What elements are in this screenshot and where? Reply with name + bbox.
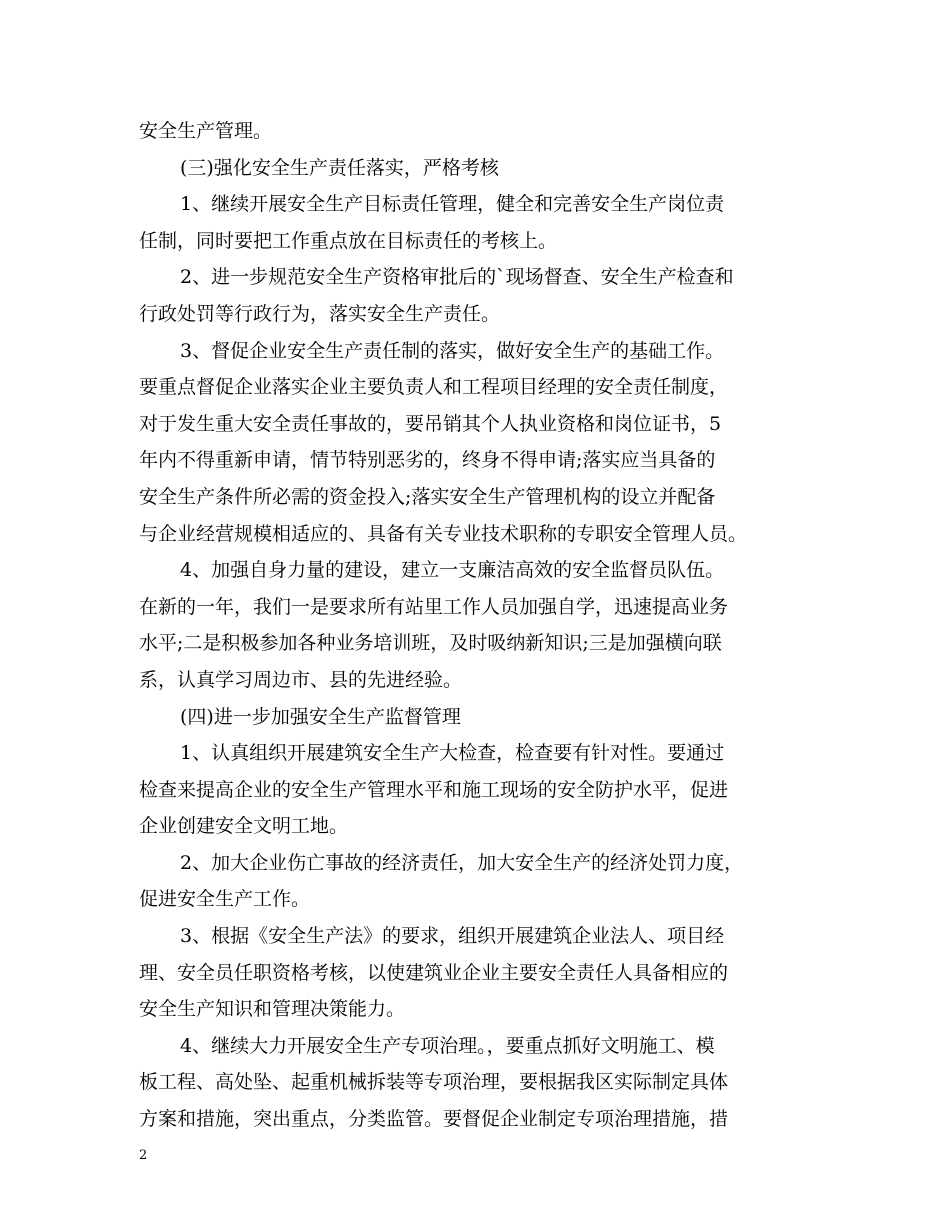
text-line: 行政处罚等行政行为，落实安全生产责任。 bbox=[139, 302, 501, 325]
text-line: 检查来提高企业的安全生产管理水平和施工现场的安全防护水平，促进 bbox=[139, 778, 729, 801]
text-line: 2、加大企业伤亡事故的经济责任，加大安全生产的经济处罚力度， bbox=[180, 851, 744, 874]
text-line: 1、继续开展安全生产目标责任管理，健全和完善安全生产岗位责 bbox=[180, 193, 725, 216]
text-line: 要重点督促企业落实企业主要负责人和工程项目经理的安全责任制度， bbox=[139, 376, 729, 399]
text-line: 水平;二是积极参加各种业务培训班，及时吸纳新知识;三是加强横向联 bbox=[139, 632, 722, 655]
text-line: 4、加强自身力量的建设，建立一支廉洁高效的安全监督员队伍。 bbox=[180, 559, 725, 582]
text-line: 理、安全员任职资格考核，以使建筑业企业主要安全责任人具备相应的 bbox=[139, 961, 729, 984]
text-line: 促进安全生产工作。 bbox=[139, 888, 311, 911]
text-line: 与企业经营规模相适应的、具备有关专业技术职称的专职安全管理人员。 bbox=[139, 522, 748, 545]
text-line: 板工程、高处坠、起重机械拆装等专项治理，要根据我区实际制定具体 bbox=[139, 1071, 729, 1094]
text-line: 系，认真学习周边市、县的先进经验。 bbox=[139, 668, 463, 691]
text-line: (四)进一步加强安全生产监督管理 bbox=[180, 705, 461, 728]
text-line: 3、根据《安全生产法》的要求，组织开展建筑企业法人、项目经 bbox=[180, 925, 725, 948]
text-line: 对于发生重大安全责任事故的，要吊销其个人执业资格和岗位证书，5 bbox=[139, 412, 722, 435]
body-text bbox=[139, 113, 817, 1138]
text-line: (三)强化安全生产责任落实，严格考核 bbox=[180, 156, 499, 179]
text-line: 安全生产管理。 bbox=[139, 120, 273, 142]
text-line: 安全生产知识和管理决策能力。 bbox=[139, 998, 406, 1021]
text-line: 企业创建安全文明工地。 bbox=[139, 815, 349, 838]
text-line: 在新的一年，我们一是要求所有站里工作人员加强自学，迅速提高业务 bbox=[139, 595, 729, 618]
text-line: 方案和措施，突出重点，分类监管。要督促企业制定专项治理措施，措 bbox=[139, 1108, 729, 1131]
text-line: 年内不得重新申请，情节特别恶劣的，终身不得申请;落实应当具备的 bbox=[139, 449, 716, 472]
text-line: 4、继续大力开展安全生产专项治理。，要重点抓好文明施工、模 bbox=[180, 1034, 715, 1057]
text-line: 2、进一步规范安全生产资格审批后的`现场督查、安全生产检查和 bbox=[180, 266, 734, 289]
text-line: 1、认真组织开展建筑安全生产大检查，检查要有针对性。要通过 bbox=[180, 742, 725, 765]
text-line: 安全生产条件所必需的资金投入;落实安全生产管理机构的设立并配备 bbox=[139, 485, 716, 508]
text-line: 3、督促企业安全生产责任制的落实，做好安全生产的基础工作。 bbox=[180, 339, 725, 362]
page-number: 2 bbox=[139, 1148, 148, 1163]
text-line: 任制，同时要把工作重点放在目标责任的考核上。 bbox=[139, 229, 558, 252]
